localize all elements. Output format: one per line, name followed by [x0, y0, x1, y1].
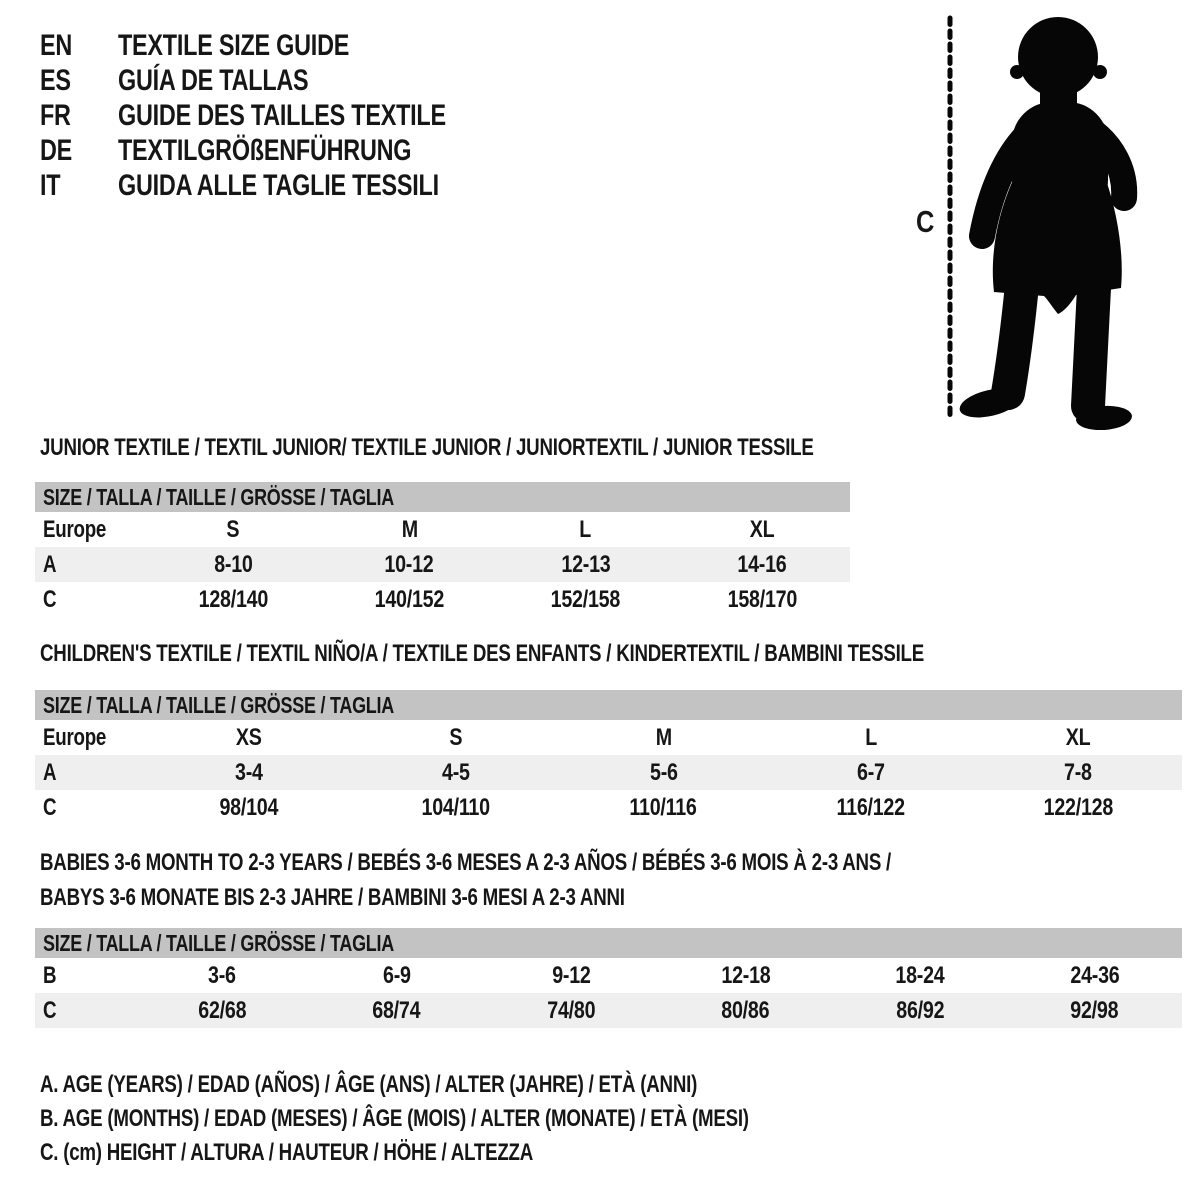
size-col: XS: [235, 723, 262, 751]
row-label: B: [43, 961, 57, 989]
age-value: 4-5: [442, 758, 470, 786]
age-value: 6-7: [857, 758, 885, 786]
legend-line-b: B. AGE (MONTHS) / EDAD (MESES) / ÂGE (MOIS) / ALTER (MONATE) / ETÀ (MESI): [40, 1105, 749, 1132]
age-value: 14-16: [737, 550, 787, 578]
size-col: XL: [749, 515, 775, 543]
language-code: FR: [40, 98, 71, 132]
babies-section-title-line2: BABYS 3-6 MONATE BIS 2-3 JAHRE / BAMBINI 3-6 MESI A 2-3 ANNI: [40, 884, 625, 911]
height-value: 86/92: [896, 996, 945, 1024]
language-code: EN: [40, 28, 73, 62]
size-col: L: [579, 515, 592, 543]
row-label: A: [43, 758, 57, 786]
language-row-de: [40, 133, 538, 168]
size-col: S: [449, 723, 463, 751]
size-header-band: SIZE / TALLA / TAILLE / GRÖSSE / TAGLIA: [35, 928, 1182, 958]
legend-line-a: A. AGE (YEARS) / EDAD (AÑOS) / ÂGE (ANS) / ALTER (JAHRE) / ETÀ (ANNI): [40, 1071, 698, 1098]
height-value: 128/140: [198, 585, 268, 613]
age-value: 3-4: [234, 758, 263, 786]
months-value: 18-24: [895, 961, 945, 989]
guide-title-de: TEXTILGRÖßENFÜHRUNG: [118, 133, 412, 167]
size-header-band: SIZE / TALLA / TAILLE / GRÖSSE / TAGLIA: [35, 690, 1182, 720]
language-row-en: [40, 28, 538, 63]
age-value: 10-12: [384, 550, 434, 578]
language-code: ES: [40, 63, 71, 97]
measurement-legend: [40, 1068, 949, 1170]
age-value: 7-8: [1064, 758, 1093, 786]
babies-size-table: [35, 928, 1182, 1028]
child-silhouette: [957, 17, 1133, 430]
row-label: C: [43, 793, 57, 821]
height-value: 158/170: [727, 585, 797, 613]
guide-title-en: TEXTILE SIZE GUIDE: [118, 28, 350, 62]
size-col: S: [226, 515, 240, 543]
language-code: DE: [40, 133, 73, 167]
children-size-table: [35, 690, 1182, 825]
table-row-age: [35, 547, 850, 582]
row-label: C: [43, 996, 57, 1024]
row-label: Europe: [43, 723, 107, 751]
language-code: IT: [40, 168, 61, 202]
height-value: 62/68: [198, 996, 247, 1024]
age-value: 5-6: [649, 758, 678, 786]
row-label: C: [43, 585, 57, 613]
months-value: 3-6: [208, 961, 237, 989]
height-value: 68/74: [372, 996, 421, 1024]
guide-title-es: GUÍA DE TALLAS: [118, 63, 309, 97]
months-value: 24-36: [1070, 961, 1120, 989]
table-row-sizes: [35, 720, 1182, 755]
height-measure-figure: [890, 0, 1200, 430]
language-row-it: [40, 168, 538, 203]
height-value: 92/98: [1070, 996, 1119, 1024]
height-value: 80/86: [721, 996, 770, 1024]
height-line-label: C: [915, 204, 935, 239]
height-value: 152/158: [550, 585, 621, 613]
babies-section-title-line1: BABIES 3-6 MONTH TO 2-3 YEARS / BEBÉS 3-6 MESES A 2-3 AÑOS / BÉBÉS 3-6 MOIS À 2-3 ANS /: [40, 849, 892, 876]
guide-title-it: GUIDA ALLE TAGLIE TESSILI: [118, 168, 439, 202]
children-section-title: CHILDREN'S TEXTILE / TEXTIL NIÑO/A / TEXTILE DES ENFANTS / KINDERTEXTIL / BAMBINI TESSILE: [40, 640, 924, 667]
height-value: 104/110: [421, 793, 491, 821]
age-value: 12-13: [561, 550, 611, 578]
language-title-list: [40, 28, 538, 203]
table-row-sizes: [35, 512, 850, 547]
months-value: 12-18: [721, 961, 771, 989]
legend-line-c: C. (cm) HEIGHT / ALTURA / HAUTEUR / HÖHE / ALTEZZA: [40, 1139, 534, 1166]
height-value: 116/122: [836, 793, 906, 821]
months-value: 6-9: [382, 961, 411, 989]
junior-size-table: [35, 482, 850, 617]
language-row-es: [40, 63, 538, 98]
junior-section-title: JUNIOR TEXTILE / TEXTIL JUNIOR/ TEXTILE JUNIOR / JUNIORTEXTIL / JUNIOR TESSILE: [40, 434, 814, 461]
row-label: A: [43, 550, 57, 578]
table-row-months: [35, 958, 1182, 993]
height-value: 140/152: [374, 585, 445, 613]
row-label: Europe: [43, 515, 107, 543]
height-value: 122/128: [1043, 793, 1113, 821]
height-value: 98/104: [219, 793, 279, 821]
height-value: 110/116: [629, 793, 698, 821]
size-col: XL: [1065, 723, 1091, 751]
size-col: M: [401, 515, 418, 543]
height-value: 74/80: [547, 996, 596, 1024]
table-row-height: [35, 582, 850, 617]
size-header-band: SIZE / TALLA / TAILLE / GRÖSSE / TAGLIA: [35, 482, 850, 512]
table-row-age: [35, 755, 1182, 790]
age-value: 8-10: [213, 550, 253, 578]
guide-title-fr: GUIDE DES TAILLES TEXTILE: [118, 98, 446, 132]
table-row-height: [35, 993, 1182, 1028]
months-value: 9-12: [552, 961, 591, 989]
size-col: L: [864, 723, 877, 751]
size-col: M: [655, 723, 672, 751]
toddler-silhouette-graphic: [890, 0, 1200, 430]
language-row-fr: [40, 98, 538, 133]
table-row-height: [35, 790, 1182, 825]
